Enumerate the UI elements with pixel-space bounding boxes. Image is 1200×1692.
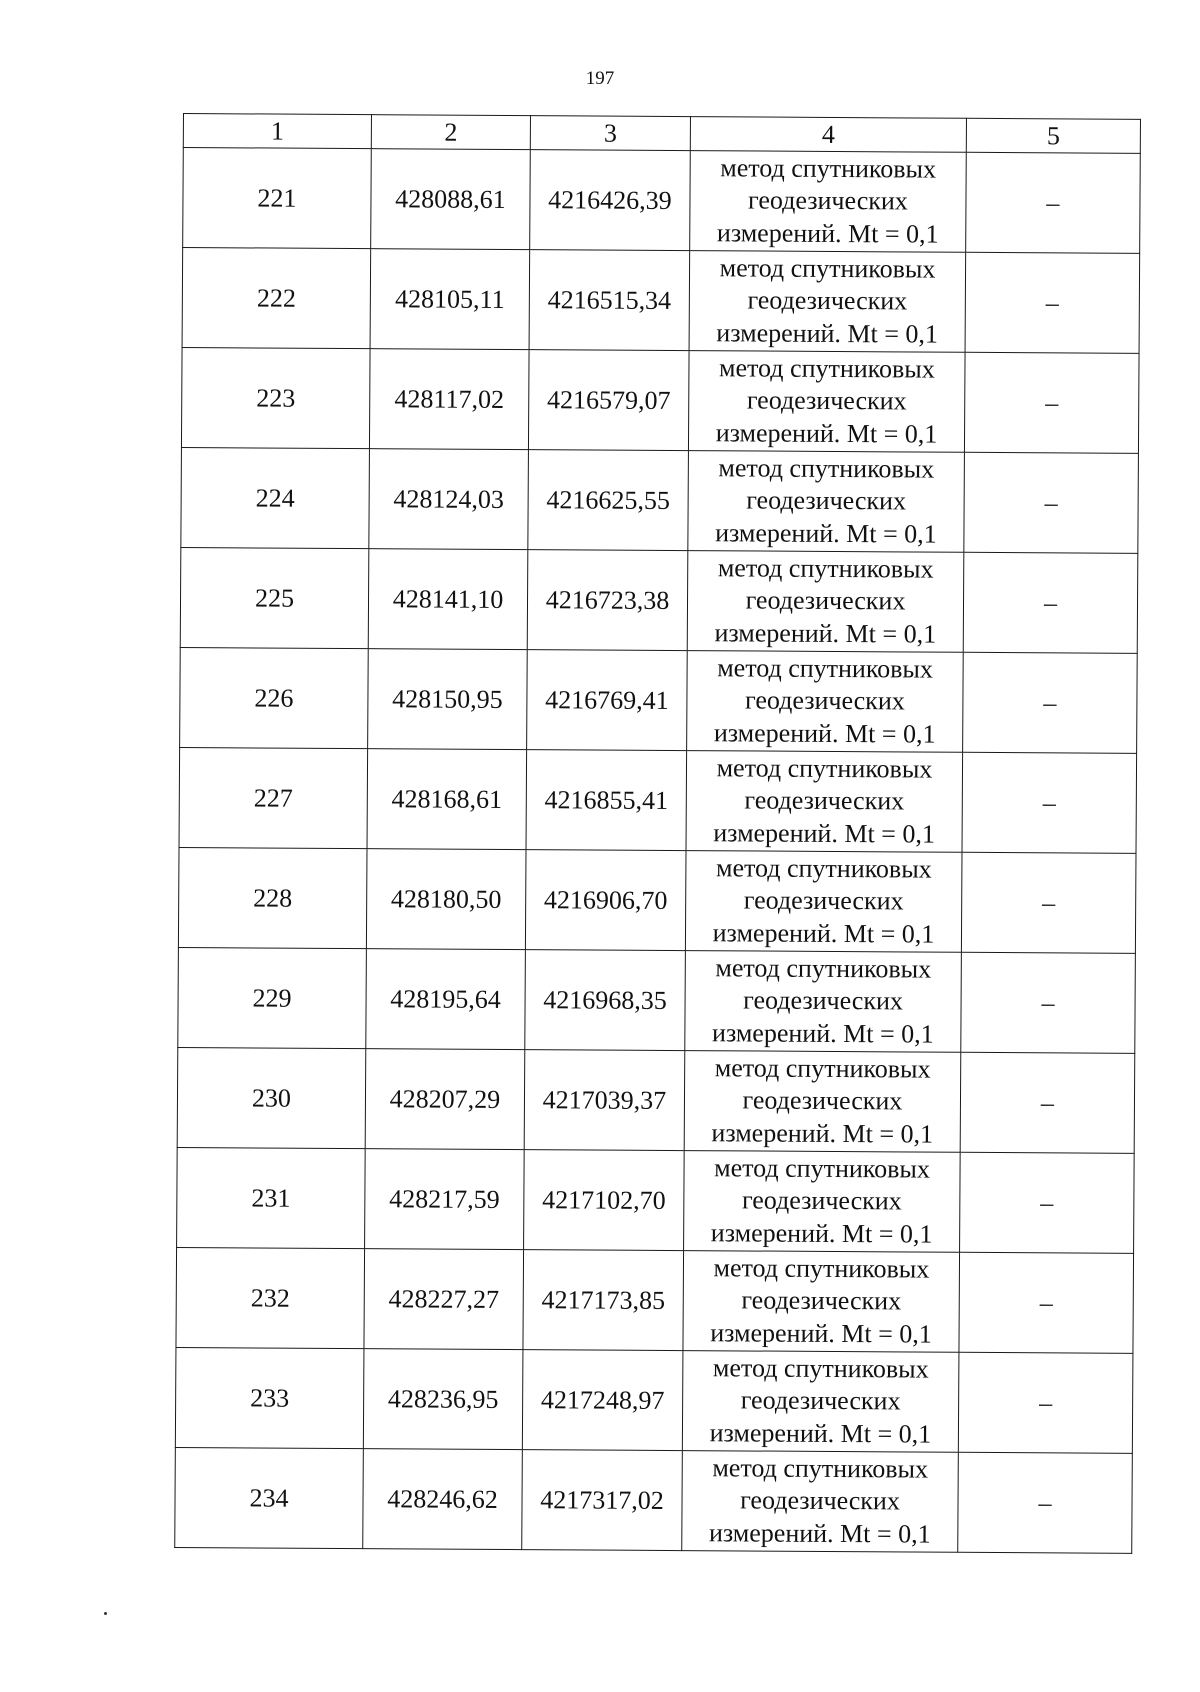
method-line: измерений. Mt = 0,1 [716,318,939,349]
note-cell: – [961,952,1136,1053]
note-cell: – [966,152,1141,253]
method-line: измерений. Mt = 0,1 [710,1317,932,1349]
method-line: метод спутниковых [714,1153,930,1184]
note-cell: – [959,1252,1134,1353]
method-line: измерений. Mt = 0,1 [714,618,937,649]
point-number-cell: 230 [177,1047,366,1148]
method-cell [686,751,963,853]
point-number-cell: 222 [182,248,371,349]
column-header-5: 5 [966,118,1140,153]
method-line: измерений. Mt = 0,1 [709,1417,932,1449]
method-cell [684,1151,961,1253]
method-line: измерений. Mt = 0,1 [713,718,936,749]
method-line: измерений. Mt = 0,1 [715,518,937,549]
method-line: геодезических [746,485,907,516]
point-number-cell: 228 [178,847,367,948]
table-body [175,148,1141,1554]
x-coordinate-cell: 428246,62 [363,1449,523,1550]
x-coordinate-cell: 428168,61 [367,749,527,850]
method-line: метод спутниковых [712,1453,929,1484]
note-cell: – [960,1152,1135,1253]
method-line: геодезических [741,1185,902,1216]
method-line: геодезических [746,385,907,416]
method-line: метод спутниковых [715,953,932,984]
point-number-cell: 224 [181,447,370,548]
note-cell: – [958,1452,1133,1553]
method-line: метод спутниковых [717,653,934,684]
method-line: метод спутниковых [719,353,935,384]
table-row [183,148,1141,254]
method-cell [688,351,965,453]
method-line: геодезических [742,1085,903,1116]
method-cell [687,551,964,653]
table-row [177,1047,1135,1153]
y-coordinate-cell: 4216769,41 [527,650,688,751]
table-row [178,947,1136,1053]
method-line: геодезических [748,185,908,216]
y-coordinate-cell: 4217317,02 [522,1450,683,1551]
method-cell [688,451,965,553]
method-cell [689,251,966,353]
x-coordinate-cell: 428195,64 [366,949,526,1050]
method-line: измерений. Mt = 0,1 [708,1517,931,1549]
x-coordinate-cell: 428217,59 [365,1149,525,1250]
method-line: метод спутниковых [716,753,933,784]
note-cell: – [960,1052,1135,1153]
coordinates-table [174,113,1141,1554]
table-row [179,747,1137,853]
method-cell [682,1351,959,1453]
page-number: 197 [585,68,615,89]
note-cell: – [963,552,1138,653]
y-coordinate-cell: 4216968,35 [525,950,686,1051]
method-line: геодезических [740,1385,901,1416]
method-line: геодезических [744,785,905,816]
x-coordinate-cell: 428117,02 [369,349,529,450]
x-coordinate-cell: 428150,95 [368,649,528,750]
point-number-cell: 234 [175,1447,364,1548]
method-line: метод спутниковых [720,153,937,184]
method-line: измерений. Mt = 0,1 [716,218,939,249]
method-cell [687,651,964,753]
table-row [177,1147,1135,1253]
point-number-cell: 232 [176,1247,365,1348]
x-coordinate-cell: 428088,61 [371,149,531,250]
method-line: измерений. Mt = 0,1 [713,818,935,849]
table-row [181,447,1139,553]
x-coordinate-cell: 428141,10 [368,549,528,650]
y-coordinate-cell: 4217102,70 [524,1150,685,1251]
x-coordinate-cell: 428105,11 [370,249,530,350]
method-cell [683,1251,960,1353]
y-coordinate-cell: 4216906,70 [525,850,686,951]
point-number-cell: 233 [175,1347,364,1448]
method-cell [682,1451,959,1553]
method-line: геодезических [743,885,904,916]
y-coordinate-cell: 4216855,41 [526,750,687,851]
method-line: метод спутниковых [718,453,935,484]
note-cell: – [963,652,1138,753]
x-coordinate-cell: 428227,27 [364,1249,524,1350]
method-line: геодезических [745,585,906,616]
point-number-cell: 231 [177,1147,366,1248]
y-coordinate-cell: 4216625,55 [528,450,689,551]
table-row [182,248,1140,354]
x-coordinate-cell: 428236,95 [363,1349,523,1450]
scan-speck [104,1612,107,1615]
y-coordinate-cell: 4217039,37 [524,1050,685,1151]
method-line: геодезических [743,985,904,1016]
method-line: измерений. Mt = 0,1 [710,1217,933,1249]
note-cell: – [965,252,1140,353]
method-cell [684,1051,961,1153]
table-row [175,1347,1133,1453]
note-cell: – [964,452,1139,553]
point-number-cell: 225 [180,547,369,648]
method-line: метод спутниковых [714,1053,931,1084]
method-line: геодезических [741,1285,902,1316]
table-header-row [183,114,1140,154]
method-cell [685,951,962,1053]
method-cell [685,851,962,953]
column-header-1: 1 [183,114,371,149]
x-coordinate-cell: 428207,29 [365,1049,525,1150]
column-header-2: 2 [371,115,530,150]
point-number-cell: 223 [181,347,370,448]
table-row [178,847,1136,953]
y-coordinate-cell: 4216426,39 [530,150,691,251]
y-coordinate-cell: 4217248,97 [522,1350,683,1451]
table-row [176,1247,1134,1353]
note-cell: – [961,852,1136,953]
y-coordinate-cell: 4216515,34 [529,250,690,351]
method-line: метод спутниковых [713,1253,930,1284]
method-line: метод спутниковых [719,253,936,284]
x-coordinate-cell: 428124,03 [369,449,529,550]
note-cell: – [958,1352,1133,1453]
point-number-cell: 227 [179,747,368,848]
note-cell: – [962,752,1137,853]
table-row [181,347,1139,453]
table-row [175,1447,1133,1553]
point-number-cell: 226 [180,647,369,748]
method-line: геодезических [747,285,908,316]
column-header-4: 4 [690,117,966,153]
method-line: геодезических [744,685,905,716]
method-line: геодезических [740,1485,900,1516]
y-coordinate-cell: 4217173,85 [523,1250,684,1351]
x-coordinate-cell: 428180,50 [366,849,526,950]
note-cell: – [964,352,1139,453]
table-row [180,547,1138,653]
method-line: метод спутниковых [712,1353,929,1384]
method-line: метод спутниковых [717,553,934,584]
y-coordinate-cell: 4216579,07 [528,350,689,451]
point-number-cell: 229 [178,947,367,1048]
method-line: измерений. Mt = 0,1 [715,418,938,449]
column-header-3: 3 [530,116,690,151]
method-line: измерений. Mt = 0,1 [712,918,935,949]
method-cell [690,151,967,253]
y-coordinate-cell: 4216723,38 [527,550,688,651]
method-line: метод спутниковых [715,853,932,884]
table-row [180,647,1138,753]
method-line: измерений. Mt = 0,1 [711,1017,934,1049]
method-line: измерений. Mt = 0,1 [711,1117,934,1149]
point-number-cell: 221 [183,148,372,249]
